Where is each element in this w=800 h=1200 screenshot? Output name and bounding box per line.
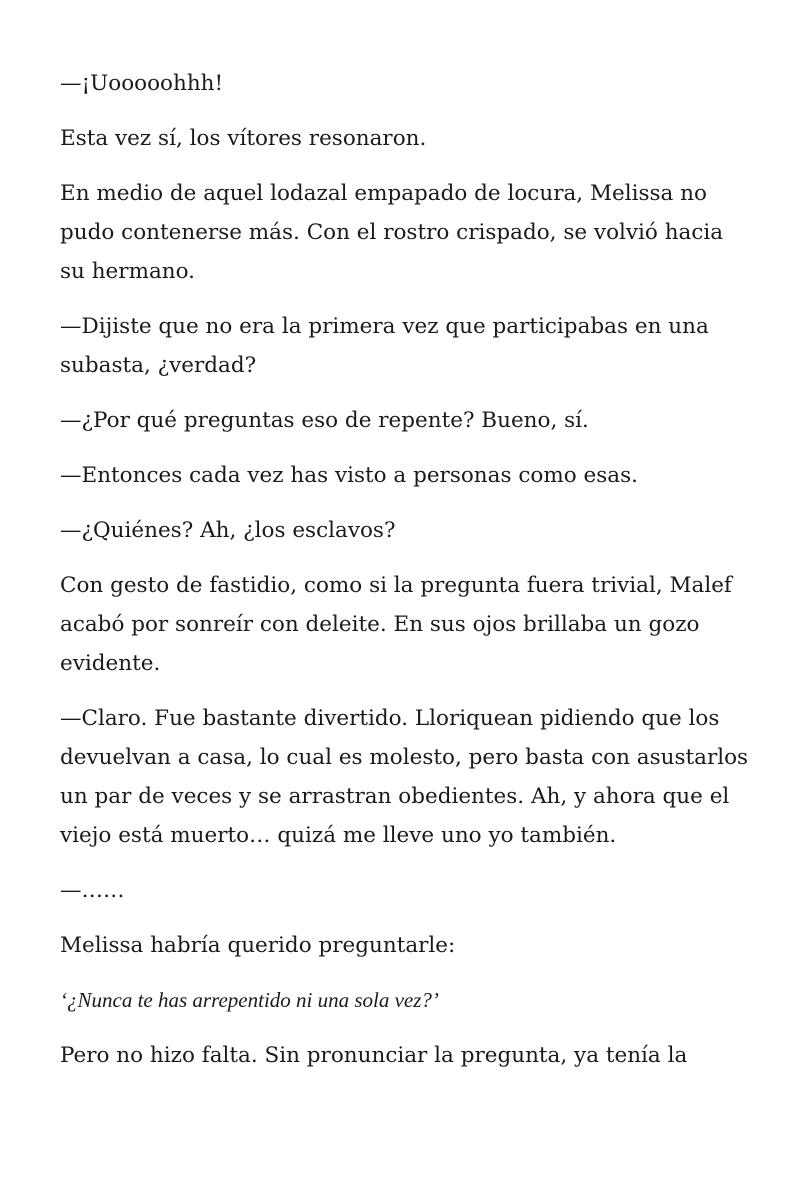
narration-paragraph: En medio de aquel lodazal empapado de locura, Melissa no pudo contenerse más. Con el rostro crispado, se volvió hacia su hermano.	[60, 181, 724, 284]
narration-paragraph: Esta vez sí, los vítores resonaron.	[60, 126, 427, 151]
dialogue-line: —Dijiste que no era la primera vez que participabas en una subasta, ¿verdad?	[60, 314, 709, 378]
inner-thought: ‘¿Nunca te has arrepentido ni una sola vez?’	[60, 988, 439, 1012]
narration-paragraph: Pero no hizo falta. Sin pronunciar la pregunta, ya tenía la	[60, 1043, 688, 1068]
dialogue-line: —……	[60, 878, 125, 903]
dialogue-line: —¿Quiénes? Ah, ¿los esclavos?	[60, 518, 396, 543]
dialogue-line: —Claro. Fue bastante divertido. Lloriquean pidiendo que los devuelvan a casa, lo cual es molesto, pero basta con asustarlos un par de veces y se arrastran obedientes. Ah, y ahora que el viejo está muerto… quizá me lleve uno yo también.	[60, 706, 749, 848]
dialogue-line: —¿Por qué preguntas eso de repente? Bueno, sí.	[60, 408, 589, 433]
dialogue-line: —Entonces cada vez has visto a personas como esas.	[60, 463, 638, 488]
dialogue-line: —¡Uooooohhh!	[60, 71, 224, 96]
narration-paragraph: Melissa habría querido preguntarle:	[60, 933, 456, 958]
narration-paragraph: Con gesto de fastidio, como si la pregunta fuera trivial, Malef acabó por sonreír con deleite. En sus ojos brillaba un gozo evidente.	[60, 573, 732, 676]
document-page	[60, 64, 750, 1091]
